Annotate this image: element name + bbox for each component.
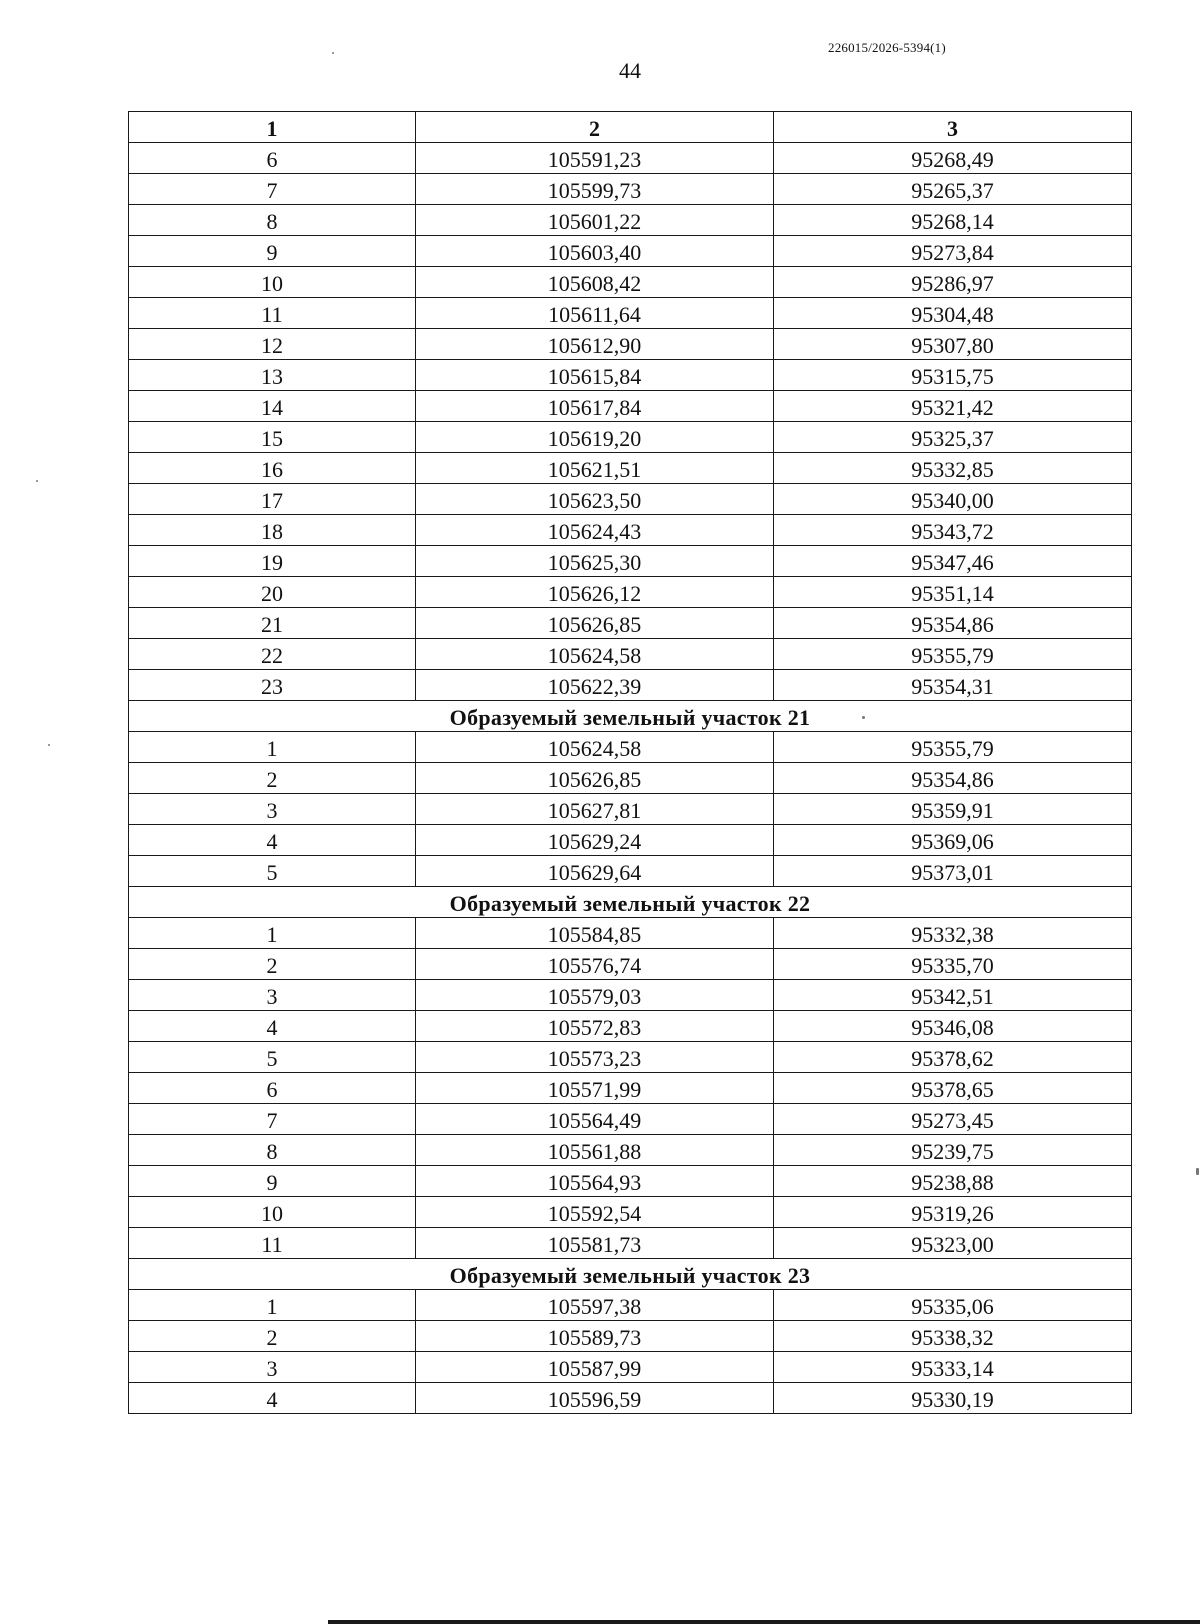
x-coordinate-cell: 105584,85 <box>416 918 774 949</box>
table-row <box>129 391 1132 422</box>
x-coordinate-cell: 105621,51 <box>416 453 774 484</box>
y-coordinate-cell: 95355,79 <box>774 732 1132 763</box>
x-coordinate-cell: 105617,84 <box>416 391 774 422</box>
x-coordinate-cell: 105622,39 <box>416 670 774 701</box>
table-row <box>129 484 1132 515</box>
table-row <box>129 236 1132 267</box>
point-number-cell: 1 <box>129 918 416 949</box>
y-coordinate-cell: 95354,86 <box>774 608 1132 639</box>
table-row <box>129 360 1132 391</box>
x-coordinate-cell: 105579,03 <box>416 980 774 1011</box>
table-row <box>129 143 1132 174</box>
x-coordinate-cell: 105592,54 <box>416 1197 774 1228</box>
x-coordinate-cell: 105619,20 <box>416 422 774 453</box>
x-coordinate-cell: 105564,49 <box>416 1104 774 1135</box>
point-number-cell: 8 <box>129 1135 416 1166</box>
x-coordinate-cell: 105581,73 <box>416 1228 774 1259</box>
point-number-cell: 9 <box>129 1166 416 1197</box>
table-header-row <box>129 112 1132 143</box>
y-coordinate-cell: 95369,06 <box>774 825 1132 856</box>
point-number-cell: 18 <box>129 515 416 546</box>
y-coordinate-cell: 95330,19 <box>774 1383 1132 1414</box>
x-coordinate-cell: 105626,12 <box>416 577 774 608</box>
y-coordinate-cell: 95323,00 <box>774 1228 1132 1259</box>
point-number-cell: 20 <box>129 577 416 608</box>
y-coordinate-cell: 95325,37 <box>774 422 1132 453</box>
y-coordinate-cell: 95333,14 <box>774 1352 1132 1383</box>
section-title: Образуемый земельный участок 23 <box>129 1259 1132 1290</box>
table-row <box>129 825 1132 856</box>
page-number: 44 <box>619 58 641 83</box>
y-coordinate-cell: 95239,75 <box>774 1135 1132 1166</box>
point-number-cell: 17 <box>129 484 416 515</box>
y-coordinate-cell: 95340,00 <box>774 484 1132 515</box>
point-number-cell: 14 <box>129 391 416 422</box>
table-row <box>129 515 1132 546</box>
point-number-cell: 15 <box>129 422 416 453</box>
y-coordinate-cell: 95354,31 <box>774 670 1132 701</box>
point-number-cell: 13 <box>129 360 416 391</box>
x-coordinate-cell: 105573,23 <box>416 1042 774 1073</box>
scan-speck <box>862 716 865 719</box>
point-number-cell: 12 <box>129 329 416 360</box>
table-row <box>129 267 1132 298</box>
table-row <box>129 577 1132 608</box>
point-number-cell: 6 <box>129 143 416 174</box>
point-number-cell: 3 <box>129 980 416 1011</box>
point-number-cell: 10 <box>129 1197 416 1228</box>
point-number-cell: 1 <box>129 1290 416 1321</box>
section-title-row <box>129 887 1132 918</box>
table-row <box>129 763 1132 794</box>
x-coordinate-cell: 105615,84 <box>416 360 774 391</box>
section-title-row <box>129 701 1132 732</box>
x-coordinate-cell: 105572,83 <box>416 1011 774 1042</box>
table-row <box>129 453 1132 484</box>
table-row <box>129 174 1132 205</box>
point-number-cell: 4 <box>129 1011 416 1042</box>
x-coordinate-cell: 105587,99 <box>416 1352 774 1383</box>
coordinates-table-body <box>129 112 1132 1414</box>
table-row <box>129 1321 1132 1352</box>
scan-speck <box>36 480 38 482</box>
section-title-row <box>129 1259 1132 1290</box>
point-number-cell: 23 <box>129 670 416 701</box>
y-coordinate-cell: 95346,08 <box>774 1011 1132 1042</box>
x-coordinate-cell: 105576,74 <box>416 949 774 980</box>
point-number-cell: 7 <box>129 174 416 205</box>
point-number-cell: 3 <box>129 794 416 825</box>
column-header: 1 <box>129 112 416 143</box>
table-row <box>129 1290 1132 1321</box>
y-coordinate-cell: 95378,65 <box>774 1073 1132 1104</box>
x-coordinate-cell: 105626,85 <box>416 608 774 639</box>
point-number-cell: 2 <box>129 763 416 794</box>
x-coordinate-cell: 105599,73 <box>416 174 774 205</box>
y-coordinate-cell: 95304,48 <box>774 298 1132 329</box>
table-row <box>129 856 1132 887</box>
y-coordinate-cell: 95268,49 <box>774 143 1132 174</box>
y-coordinate-cell: 95347,46 <box>774 546 1132 577</box>
x-coordinate-cell: 105597,38 <box>416 1290 774 1321</box>
point-number-cell: 5 <box>129 856 416 887</box>
scan-speck <box>48 744 50 746</box>
table-row <box>129 732 1132 763</box>
point-number-cell: 22 <box>129 639 416 670</box>
y-coordinate-cell: 95335,70 <box>774 949 1132 980</box>
point-number-cell: 21 <box>129 608 416 639</box>
x-coordinate-cell: 105571,99 <box>416 1073 774 1104</box>
table-row <box>129 670 1132 701</box>
y-coordinate-cell: 95238,88 <box>774 1166 1132 1197</box>
x-coordinate-cell: 105624,43 <box>416 515 774 546</box>
table-row <box>129 1352 1132 1383</box>
x-coordinate-cell: 105603,40 <box>416 236 774 267</box>
y-coordinate-cell: 95342,51 <box>774 980 1132 1011</box>
point-number-cell: 16 <box>129 453 416 484</box>
column-header: 2 <box>416 112 774 143</box>
x-coordinate-cell: 105612,90 <box>416 329 774 360</box>
point-number-cell: 1 <box>129 732 416 763</box>
x-coordinate-cell: 105611,64 <box>416 298 774 329</box>
point-number-cell: 4 <box>129 1383 416 1414</box>
x-coordinate-cell: 105591,23 <box>416 143 774 174</box>
x-coordinate-cell: 105629,64 <box>416 856 774 887</box>
y-coordinate-cell: 95273,84 <box>774 236 1132 267</box>
point-number-cell: 19 <box>129 546 416 577</box>
column-header: 3 <box>774 112 1132 143</box>
table-row <box>129 1166 1132 1197</box>
table-row <box>129 608 1132 639</box>
section-title: Образуемый земельный участок 21 <box>129 701 1132 732</box>
table-row <box>129 1011 1132 1042</box>
y-coordinate-cell: 95273,45 <box>774 1104 1132 1135</box>
y-coordinate-cell: 95319,26 <box>774 1197 1132 1228</box>
x-coordinate-cell: 105601,22 <box>416 205 774 236</box>
point-number-cell: 11 <box>129 1228 416 1259</box>
x-coordinate-cell: 105624,58 <box>416 732 774 763</box>
coordinates-table <box>128 111 1132 1414</box>
x-coordinate-cell: 105564,93 <box>416 1166 774 1197</box>
x-coordinate-cell: 105627,81 <box>416 794 774 825</box>
table-row <box>129 546 1132 577</box>
x-coordinate-cell: 105561,88 <box>416 1135 774 1166</box>
point-number-cell: 2 <box>129 1321 416 1352</box>
x-coordinate-cell: 105624,58 <box>416 639 774 670</box>
point-number-cell: 9 <box>129 236 416 267</box>
x-coordinate-cell: 105608,42 <box>416 267 774 298</box>
y-coordinate-cell: 95332,85 <box>774 453 1132 484</box>
y-coordinate-cell: 95355,79 <box>774 639 1132 670</box>
point-number-cell: 7 <box>129 1104 416 1135</box>
x-coordinate-cell: 105626,85 <box>416 763 774 794</box>
y-coordinate-cell: 95359,91 <box>774 794 1132 825</box>
x-coordinate-cell: 105629,24 <box>416 825 774 856</box>
table-row <box>129 794 1132 825</box>
y-coordinate-cell: 95338,32 <box>774 1321 1132 1352</box>
table-row <box>129 1197 1132 1228</box>
y-coordinate-cell: 95265,37 <box>774 174 1132 205</box>
point-number-cell: 11 <box>129 298 416 329</box>
x-coordinate-cell: 105625,30 <box>416 546 774 577</box>
point-number-cell: 5 <box>129 1042 416 1073</box>
y-coordinate-cell: 95286,97 <box>774 267 1132 298</box>
x-coordinate-cell: 105623,50 <box>416 484 774 515</box>
document-code: 226015/2026-5394(1) <box>828 40 946 55</box>
scan-edge-rule <box>328 1620 1200 1624</box>
table-row <box>129 980 1132 1011</box>
table-row <box>129 1228 1132 1259</box>
table-row <box>129 1073 1132 1104</box>
x-coordinate-cell: 105589,73 <box>416 1321 774 1352</box>
point-number-cell: 10 <box>129 267 416 298</box>
point-number-cell: 6 <box>129 1073 416 1104</box>
y-coordinate-cell: 95307,80 <box>774 329 1132 360</box>
table-row <box>129 1104 1132 1135</box>
table-row <box>129 639 1132 670</box>
table-row <box>129 298 1132 329</box>
section-title: Образуемый земельный участок 22 <box>129 887 1132 918</box>
y-coordinate-cell: 95373,01 <box>774 856 1132 887</box>
table-row <box>129 205 1132 236</box>
y-coordinate-cell: 95268,14 <box>774 205 1132 236</box>
y-coordinate-cell: 95378,62 <box>774 1042 1132 1073</box>
y-coordinate-cell: 95315,75 <box>774 360 1132 391</box>
table-row <box>129 1042 1132 1073</box>
table-row <box>129 949 1132 980</box>
y-coordinate-cell: 95321,42 <box>774 391 1132 422</box>
point-number-cell: 3 <box>129 1352 416 1383</box>
y-coordinate-cell: 95335,06 <box>774 1290 1132 1321</box>
y-coordinate-cell: 95332,38 <box>774 918 1132 949</box>
x-coordinate-cell: 105596,59 <box>416 1383 774 1414</box>
point-number-cell: 2 <box>129 949 416 980</box>
scan-speck <box>1196 1168 1199 1175</box>
table-row <box>129 918 1132 949</box>
table-row <box>129 422 1132 453</box>
scan-speck <box>332 52 334 54</box>
point-number-cell: 8 <box>129 205 416 236</box>
table-row <box>129 1135 1132 1166</box>
table-row <box>129 1383 1132 1414</box>
point-number-cell: 4 <box>129 825 416 856</box>
table-row <box>129 329 1132 360</box>
y-coordinate-cell: 95351,14 <box>774 577 1132 608</box>
y-coordinate-cell: 95343,72 <box>774 515 1132 546</box>
y-coordinate-cell: 95354,86 <box>774 763 1132 794</box>
